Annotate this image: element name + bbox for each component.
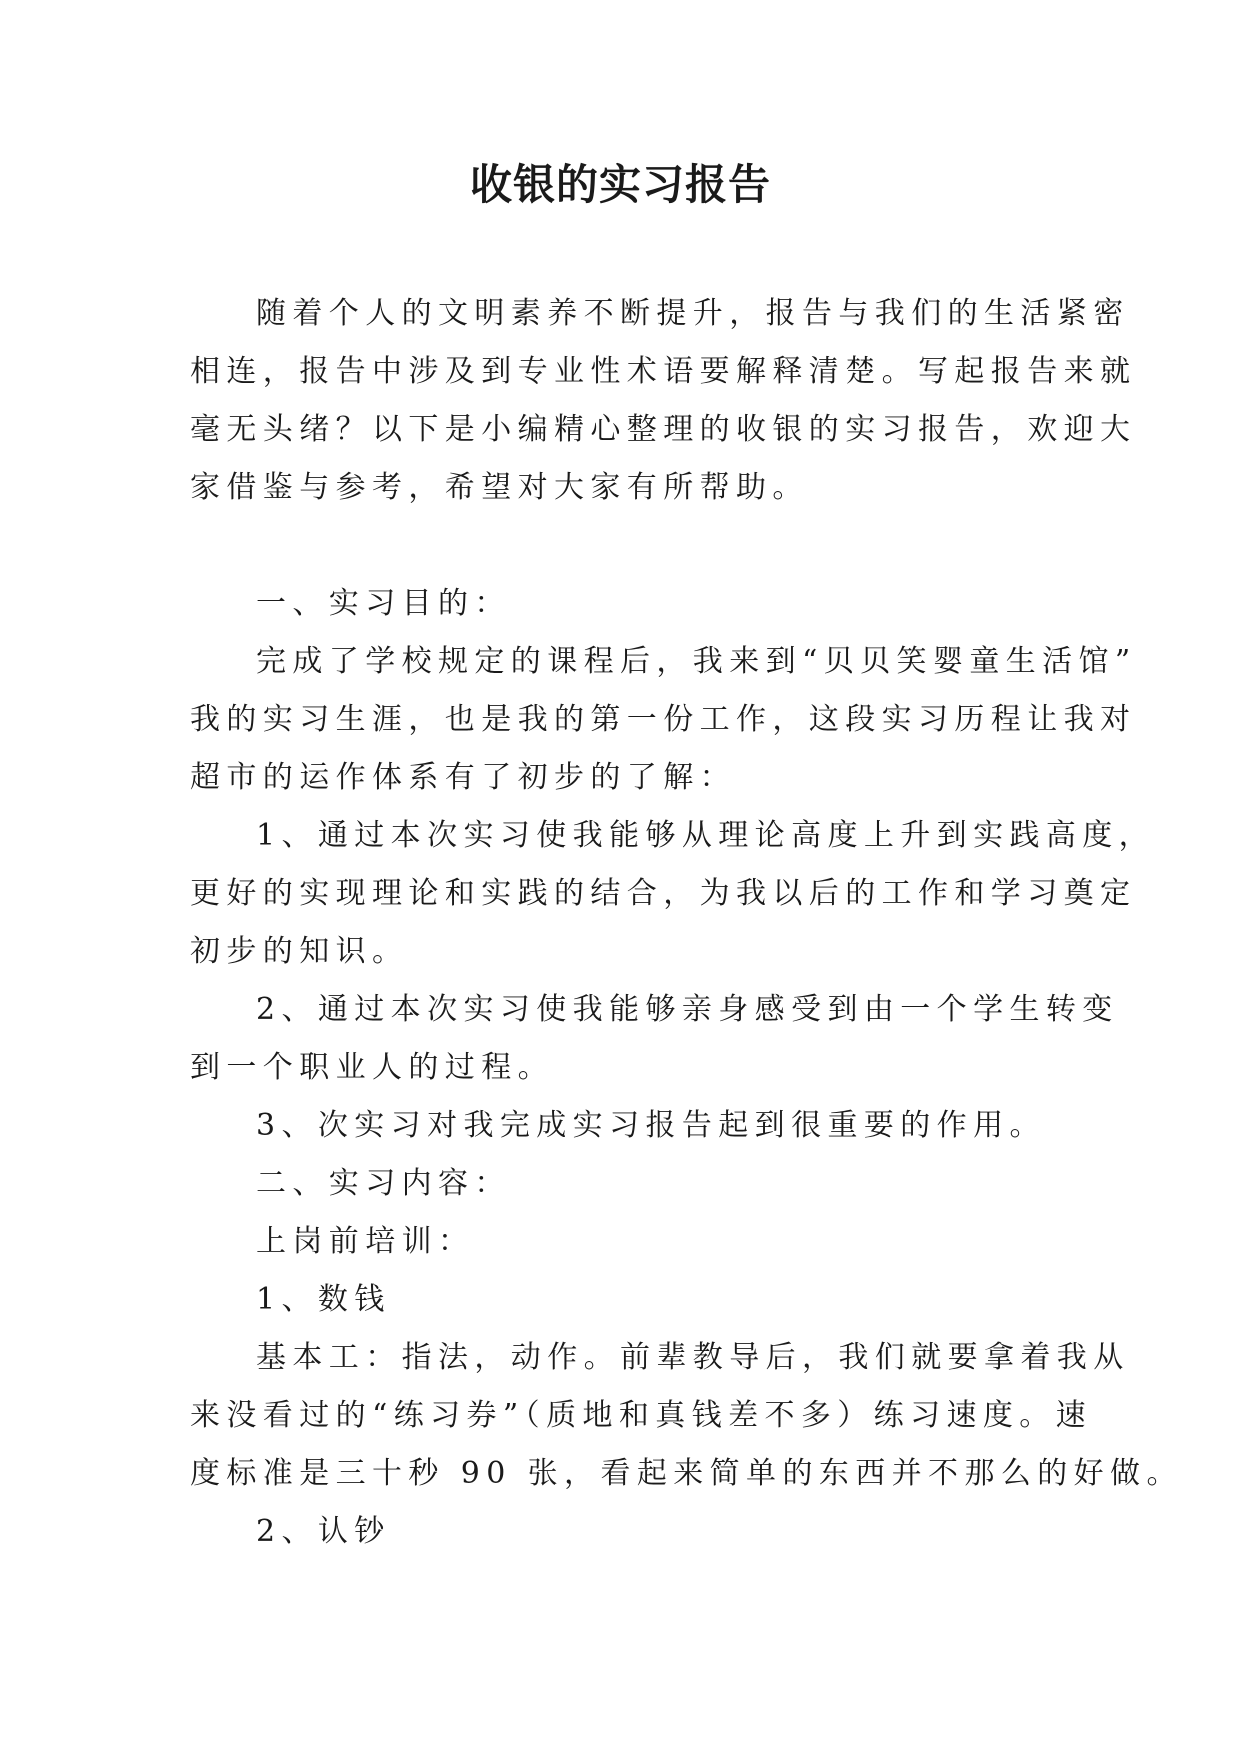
paragraph-line: 随着个人的文明素养不断提升，报告与我们的生活紧密 bbox=[256, 296, 1130, 331]
list-item-line: 2、通过本次实习使我能够亲身感受到由一个学生转变 bbox=[256, 992, 1119, 1027]
paragraph-line: 度标准是三十秒 90 张，看起来简单的东西并不那么的好做。 bbox=[190, 1456, 1183, 1491]
list-item-line: 1、数钱 bbox=[256, 1282, 391, 1317]
paragraph-line: 我的实习生涯，也是我的第一份工作，这段实习历程让我对 bbox=[190, 702, 1137, 737]
paragraph-line: 毫无头绪？以下是小编精心整理的收银的实习报告，欢迎大 bbox=[190, 412, 1137, 447]
list-item-line: 2、认钞 bbox=[256, 1514, 391, 1549]
paragraph-line: 超市的运作体系有了初步的了解： bbox=[190, 760, 736, 795]
subsection-heading: 上岗前培训： bbox=[256, 1224, 475, 1259]
document-title: 收银的实习报告 bbox=[469, 160, 771, 209]
paragraph-line: 来没看过的“练习券”（质地和真钱差不多）练习速度。速 bbox=[190, 1398, 1093, 1433]
paragraph-line: 基本工：指法，动作。前辈教导后，我们就要拿着我从 bbox=[256, 1340, 1130, 1375]
paragraph-line: 完成了学校规定的课程后，我来到“贝贝笑婴童生活馆” bbox=[256, 644, 1137, 679]
section-heading: 一、实习目的： bbox=[256, 586, 511, 621]
list-item-line: 更好的实现理论和实践的结合，为我以后的工作和学习奠定 bbox=[190, 876, 1137, 911]
list-item-line: 到一个职业人的过程。 bbox=[190, 1050, 554, 1085]
list-item-line: 1、通过本次实习使我能够从理论高度上升到实践高度， bbox=[256, 818, 1156, 853]
paragraph-line: 相连，报告中涉及到专业性术语要解释清楚。写起报告来就 bbox=[190, 354, 1137, 389]
list-item-line: 初步的知识。 bbox=[190, 934, 409, 969]
section-heading: 二、实习内容： bbox=[256, 1166, 511, 1201]
paragraph-line: 家借鉴与参考，希望对大家有所帮助。 bbox=[190, 470, 809, 505]
list-item-line: 3、次实习对我完成实习报告起到很重要的作用。 bbox=[256, 1108, 1046, 1143]
